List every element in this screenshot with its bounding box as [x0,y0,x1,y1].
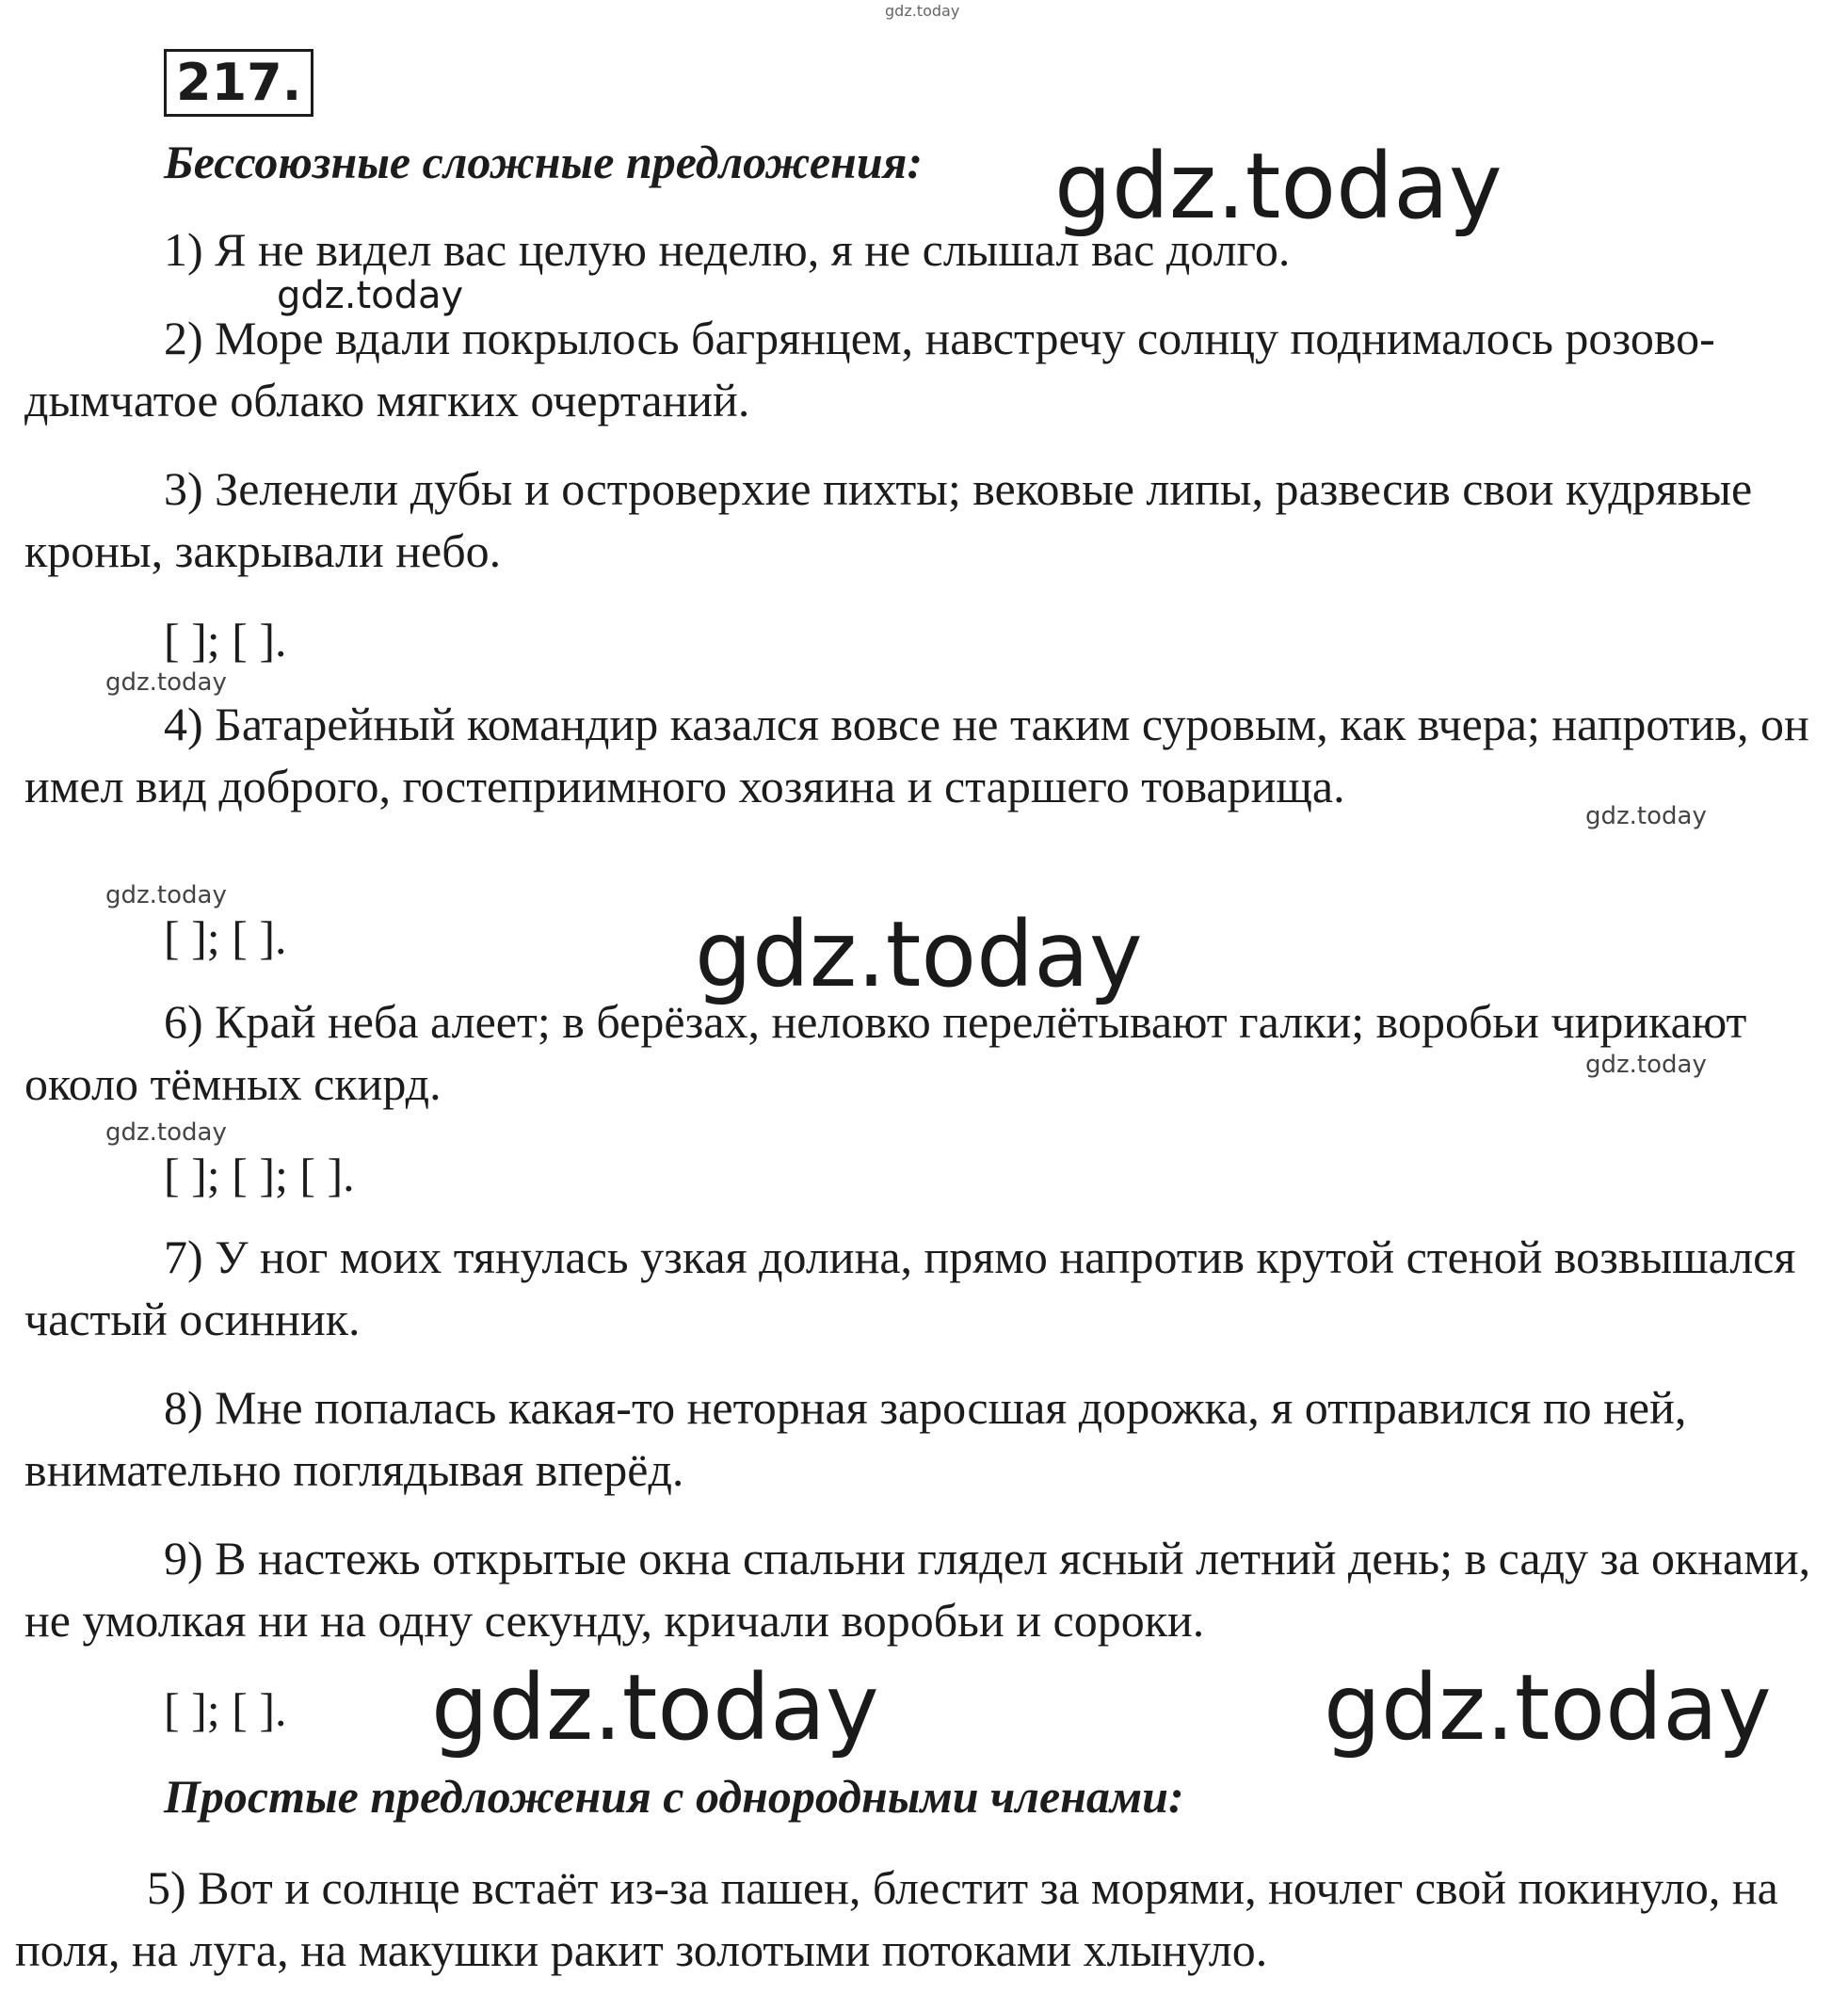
sentence-7: 7) У ног моих тянулась узкая долина, прямо напротив крутой стеной возвышался частый осинник. [24,1230,1796,1345]
watermark-small: gdz.today [1585,802,1707,830]
watermark-large: gdz.today [1054,134,1503,239]
scheme-sentence-3: [ ]; [ ]. [164,614,287,667]
sentence-2: 2) Море вдали покрылось багрянцем, навстречу солнцу поднималось розово-дымчатое облако мягких очертаний. [24,312,1715,426]
sentence-5: 5) Вот и солнце встаёт из-за пашен, блестит за морями, ночлег свой покинуло, на поля, на луга, на макушки ракит золотыми потоками хлынуло. [15,1861,1778,1976]
watermark-small: gdz.today [1585,1051,1707,1079]
heading-compound-sentences: Бессоюзные сложные предложения: [164,136,924,188]
sentence-9: 9) В настежь открытые окна спальни глядел ясный летний день; в саду за окнами, не умолкая ни на одну секунду, кричали воробьи и сороки. [24,1532,1811,1647]
watermark-large: gdz.today [1324,1655,1772,1761]
sentence-4: 4) Батарейный командир казался вовсе не таким суровым, как вчера; напротив, он имел вид доброго, гостеприимного хозяина и старшего товарища. [24,698,1809,812]
sentence-8: 8) Мне попалась какая-то неторная заросшая дорожка, я отправился по ней, внимательно поглядывая вперёд. [24,1381,1687,1496]
task-number: 217. [164,49,313,117]
watermark-large: gdz.today [695,902,1143,1007]
sentence-1: 1) Я не видел вас целую неделю, я не слышал вас долго. [164,223,1291,276]
scheme-sentence-9: [ ]; [ ]. [164,1683,287,1736]
watermark-large: gdz.today [431,1655,879,1761]
sentence-6: 6) Край неба алеет; в берёзах, неловко перелётывают галки; воробьи чирикают около тёмных скирд. [24,995,1747,1110]
watermark-small: gdz.today [105,881,227,909]
sentence-3: 3) Зеленели дубы и островерхие пихты; вековые липы, развесив свои кудрявые кроны, закрывали небо. [24,462,1753,577]
watermark-top: gdz.today [885,2,960,20]
watermark-small: gdz.today [105,668,227,697]
heading-simple-sentences: Простые предложения с однородными членами: [164,1770,1184,1823]
watermark-medium: gdz.today [277,274,464,317]
scheme-sentence-4: [ ]; [ ]. [164,911,287,964]
watermark-small: gdz.today [105,1118,227,1147]
scheme-sentence-6: [ ]; [ ]; [ ]. [164,1149,355,1201]
